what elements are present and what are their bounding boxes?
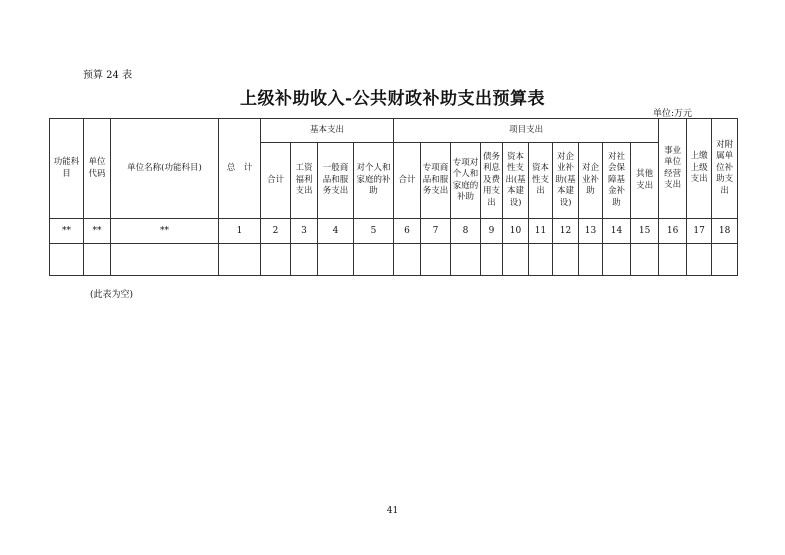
page-title: 上级补助收入-公共财政补助支出预算表 (239, 89, 546, 109)
table-cell: 3 (291, 219, 318, 244)
table-cell: 12 (553, 219, 579, 244)
table-cell: 7 (421, 219, 451, 244)
table-cell: 14 (603, 219, 631, 244)
header-special-individual: 专项对个人和家庭的补助 (451, 143, 481, 219)
header-unit-code: 单位代码 (84, 119, 111, 219)
table-cell: 9 (481, 219, 503, 244)
header-debt-interest: 债务利息及费用支出 (481, 143, 503, 219)
header-row-1 (50, 119, 738, 143)
header-enterprise: 对企业补助 (579, 143, 603, 219)
header-basic: 基本支出 (261, 119, 394, 143)
table-number-label: 预算 24 表 (83, 70, 133, 81)
header-capital-construction: 资本性支出(基本建设) (503, 143, 529, 219)
header-basic-total: 合计 (261, 143, 291, 219)
empty-table-note: (此表为空) (90, 290, 134, 300)
header-individual-subsidy: 对个人和家庭的补助 (354, 143, 394, 219)
table-cell: 13 (579, 219, 603, 244)
unit-label: 单位:万元 (653, 109, 693, 119)
table-cell: 2 (261, 219, 291, 244)
table-cell: 10 (503, 219, 529, 244)
budget-table (49, 118, 738, 276)
table-cell: ** (84, 219, 111, 244)
header-enterprise-construction: 对企业补助(基本建设) (553, 143, 579, 219)
header-social-security: 对社会保障基金补助 (603, 143, 631, 219)
header-goods-services: 一般商品和服务支出 (318, 143, 354, 219)
table-cell: 1 (219, 219, 261, 244)
table-cell: 4 (318, 219, 354, 244)
table-cell: ** (50, 219, 84, 244)
header-unit-name: 单位名称(功能科目) (111, 119, 219, 219)
header-project-total: 合计 (394, 143, 421, 219)
table-cell: 5 (354, 219, 394, 244)
number-row (50, 219, 738, 244)
table-cell: 16 (659, 219, 687, 244)
header-upper: 上缴上级支出 (687, 119, 712, 219)
table-cell: 17 (687, 219, 712, 244)
header-other: 其他支出 (631, 143, 659, 219)
table-cell: 8 (451, 219, 481, 244)
header-business: 事业单位经营支出 (659, 119, 687, 219)
table-cell: 18 (712, 219, 738, 244)
header-affiliated: 对附属单位补助支出 (712, 119, 738, 219)
header-total: 总 计 (219, 119, 261, 219)
table-cell: 11 (529, 219, 553, 244)
page-number: 41 (386, 506, 399, 516)
table-cell: 15 (631, 219, 659, 244)
header-project: 项目支出 (394, 119, 659, 143)
header-capital: 资本性支出 (529, 143, 553, 219)
empty-row (50, 244, 738, 276)
header-func-subject: 功能科目 (50, 119, 84, 219)
table-cell: 6 (394, 219, 421, 244)
header-salary: 工资福利支出 (291, 143, 318, 219)
header-special-goods: 专项商品和服务支出 (421, 143, 451, 219)
table-cell: ** (111, 219, 219, 244)
